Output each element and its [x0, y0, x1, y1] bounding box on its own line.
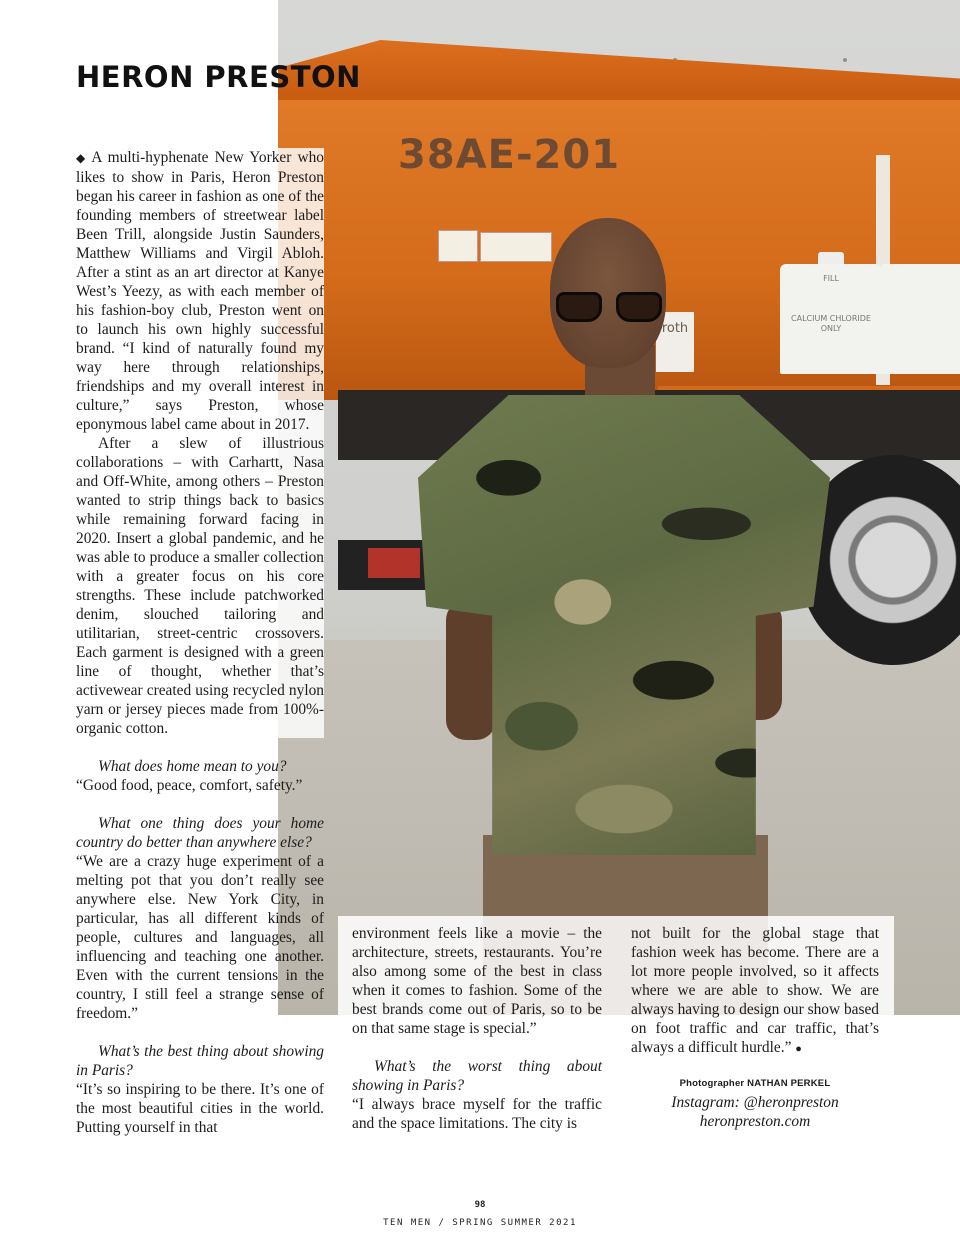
question: What’s the worst thing about showing in Paris?	[352, 1058, 602, 1094]
tank-fill-label: FILL	[823, 274, 839, 283]
roth-sticker: roth	[656, 312, 694, 372]
person-arm-left	[446, 600, 496, 740]
portrait-photo	[278, 0, 960, 1015]
instagram-handle: Instagram: @heronpreston	[671, 1094, 839, 1111]
answer: “Good food, peace, comfort, safety.”	[76, 777, 303, 794]
answer-continued: environment feels like a movie – the architecture, streets, restaurants. You’re also among some of the best in class when it comes to fashion. Some of the best brands come out of Paris, so to be on that same stage is special.”	[352, 925, 602, 1037]
column-2	[352, 924, 602, 1133]
photographer-credit: Photographer NATHAN PERKEL	[679, 1078, 831, 1089]
sunglasses-icon	[556, 292, 664, 324]
page-number: 98	[474, 1200, 486, 1210]
website-link[interactable]: heronpreston.com	[699, 1113, 811, 1130]
end-mark-icon: ●	[795, 1043, 802, 1055]
warning-sticker	[438, 230, 478, 262]
article-title: HERON PRESTON	[76, 60, 361, 94]
magazine-footer: TEN MEN / SPRING SUMMER 2021	[383, 1218, 577, 1228]
question: What’s the best thing about showing in Paris?	[76, 1043, 324, 1079]
question: What does home mean to you?	[98, 758, 287, 775]
chemical-tank	[780, 264, 882, 374]
answer: “I always brace myself for the traffic and the space limitations. The city is	[352, 1096, 602, 1132]
truck-code-label: 38AE-201	[398, 132, 621, 178]
answer: “We are a crazy huge experiment of a melting pot that you don’t really see anywhere else. New York City, in particular, has all different kinds of people, cultures and languages, all influencing and teaching one another. Even with the current tensions in the country, I still feel a strange sense of freedom.”	[76, 853, 324, 1022]
lead-text: A multi-hyphenate New Yorker who likes to show in Paris, Heron Preston began his career in fashion as one of the founding members of streetwear label Been Trill, alongside Justin Saunders, Matthew Williams and Virgil Abloh. After a stint as an art director at Kanye West’s Yeezy, as with each member of his fashion-boy club, Preston went on to launch his own highly successful brand. “I kind of naturally found my way here through relationships, friendships and my overall interest in culture,” says Preston, whose eponymous label came about in 2017.	[76, 149, 324, 433]
column-1	[76, 148, 324, 1137]
wall-bolt	[843, 58, 847, 62]
body-paragraph: After a slew of illustrious collaborations – with Carhartt, Nasa and Off-White, among others – Preston wanted to strip things back to basics while remaining forward facing in 2020. Insert a global pandemic, and he was able to produce a smaller collection with a greater focus on his core strengths. These include patchworked denim, slouched tailoring and utilitarian, street-centric crossovers. Each garment is designed with a green line of thought, whether that’s activewear created using recycled nylon yarn or jersey pieces made from 100%-organic cotton.	[76, 435, 324, 737]
answer-continued	[631, 924, 879, 1059]
question: What one thing does your home country do better than anywhere else?	[76, 815, 324, 851]
column-3	[631, 924, 879, 1059]
truck-reflector	[368, 548, 420, 578]
answer: “It’s so inspiring to be there. It’s one of the most beautiful cities in the world. Putting yourself in that	[76, 1081, 324, 1136]
lead-bullet-icon: ◆	[76, 151, 86, 165]
chemical-tank-2	[882, 264, 960, 374]
warning-sticker	[480, 232, 552, 262]
lead-paragraph	[76, 148, 324, 434]
tank-label: CALCIUM CHLORIDE ONLY	[791, 314, 871, 333]
credits	[631, 1078, 879, 1131]
answer-text: not built for the global stage that fashion week has become. There are a lot more people involved, so it affects where we are able to show. We are always having to design our show based on foot traffic and car traffic, that’s always a difficult hurdle.”	[631, 925, 879, 1056]
